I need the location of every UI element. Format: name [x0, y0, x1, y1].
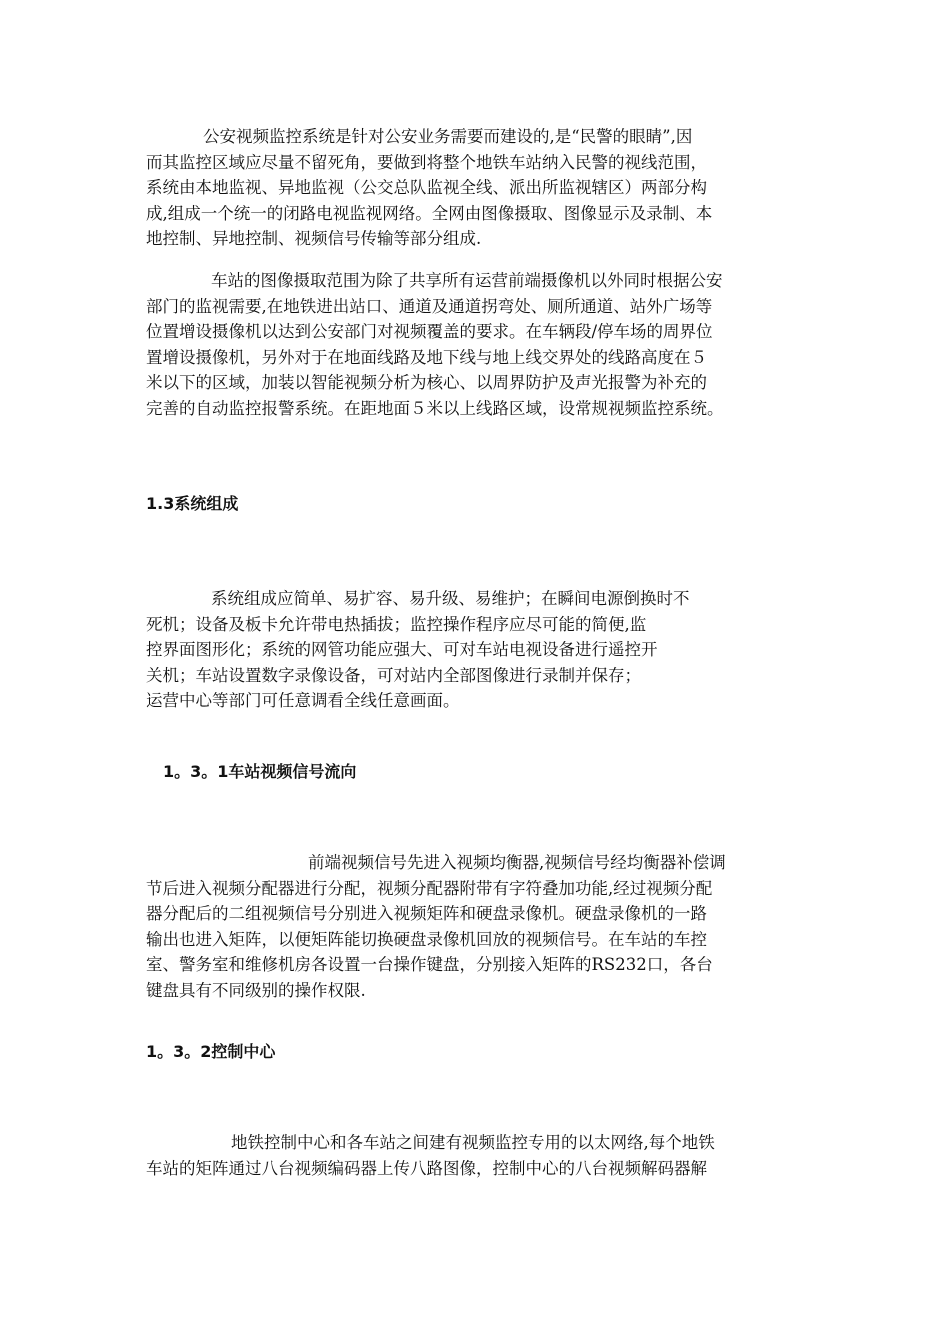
paragraph-public-security-monitoring — [146, 124, 712, 252]
text-line: 部门的监视需要,在地铁进出站口、通道及通道拐弯处、厕所通道、站外广场等 — [146, 296, 713, 316]
paragraph-image-capture-range — [146, 268, 724, 422]
paragraph-control-center — [146, 1130, 715, 1181]
text-line: 车站的图像摄取范围为除了共享所有运营前端摄像机以外同时根据公安 — [211, 271, 723, 290]
text-line: 完善的自动监控报警系统。在距地面５米以上线路区域，设常规视频监控系统。 — [146, 398, 724, 418]
text-line: 运营中心等部门可任意调看全线任意画面。 — [146, 691, 460, 711]
text-line: 键盘具有不同级别的操作权限. — [146, 980, 366, 1000]
section-heading-1-3: 1.3系统组成 — [146, 494, 239, 513]
text-line: 死机；设备及板卡允许带电热插拔；监控操作程序应尽可能的简便,监 — [146, 614, 647, 634]
text-line: 器分配后的二组视频信号分别进入视频矩阵和硬盘录像机。硬盘录像机的一路 — [146, 904, 707, 924]
paragraph-system-composition — [146, 586, 690, 714]
text-line: 地控制、异地控制、视频信号传输等部分组成. — [146, 229, 482, 249]
text-line: 车站的矩阵通过八台视频编码器上传八路图像，控制中心的八台视频解码器解 — [146, 1158, 707, 1178]
text-line: 地铁控制中心和各车站之间建有视频监控专用的以太网络,每个地铁 — [231, 1133, 715, 1152]
text-line: 位置增设摄像机以达到公安部门对视频覆盖的要求。在车辆段/停车场的周界位 — [146, 322, 713, 342]
text-line: 控界面图形化；系统的网管功能应强大、可对车站电视设备进行遥控开 — [146, 640, 658, 660]
text-line: 前端视频信号先进入视频均衡器,视频信号经均衡器补偿调 — [308, 853, 726, 872]
paragraph-video-signal-flow — [146, 850, 726, 1004]
text-line: 公安视频监控系统是针对公安业务需要而建设的,是“民警的眼睛”,因 — [203, 127, 693, 146]
text-line: 节后进入视频分配器进行分配，视频分配器附带有字符叠加功能,经过视频分配 — [146, 878, 713, 898]
text-line: 而其监控区域应尽量不留死角，要做到将整个地铁车站纳入民警的视线范围， — [146, 152, 707, 172]
section-heading-1-3-1: 1。3。1车站视频信号流向 — [163, 762, 357, 781]
section-heading-1-3-2: 1。3。2控制中心 — [146, 1042, 276, 1061]
text-line: 成,组成一个统一的闭路电视监视网络。全网由图像摄取、图像显示及录制、本 — [146, 203, 713, 223]
text-line: 关机；车站设置数字录像设备，可对站内全部图像进行录制并保存； — [146, 665, 641, 685]
text-line: 米以下的区域，加装以智能视频分析为核心、以周界防护及声光报警为补充的 — [146, 373, 707, 393]
text-line: 输出也进入矩阵，以便矩阵能切换硬盘录像机回放的视频信号。在车站的车控 — [146, 929, 707, 949]
text-line: 置增设摄像机，另外对于在地面线路及地下线与地上线交界处的线路高度在５ — [146, 347, 707, 367]
text-line: 室、警务室和维修机房各设置一台操作键盘，分别接入矩阵的RS232口，各台 — [146, 955, 713, 975]
text-line: 系统组成应简单、易扩容、易升级、易维护；在瞬间电源倒换时不 — [211, 589, 690, 608]
text-line: 系统由本地监视、异地监视（公交总队监视全线、派出所监视辖区）两部分构 — [146, 178, 707, 198]
